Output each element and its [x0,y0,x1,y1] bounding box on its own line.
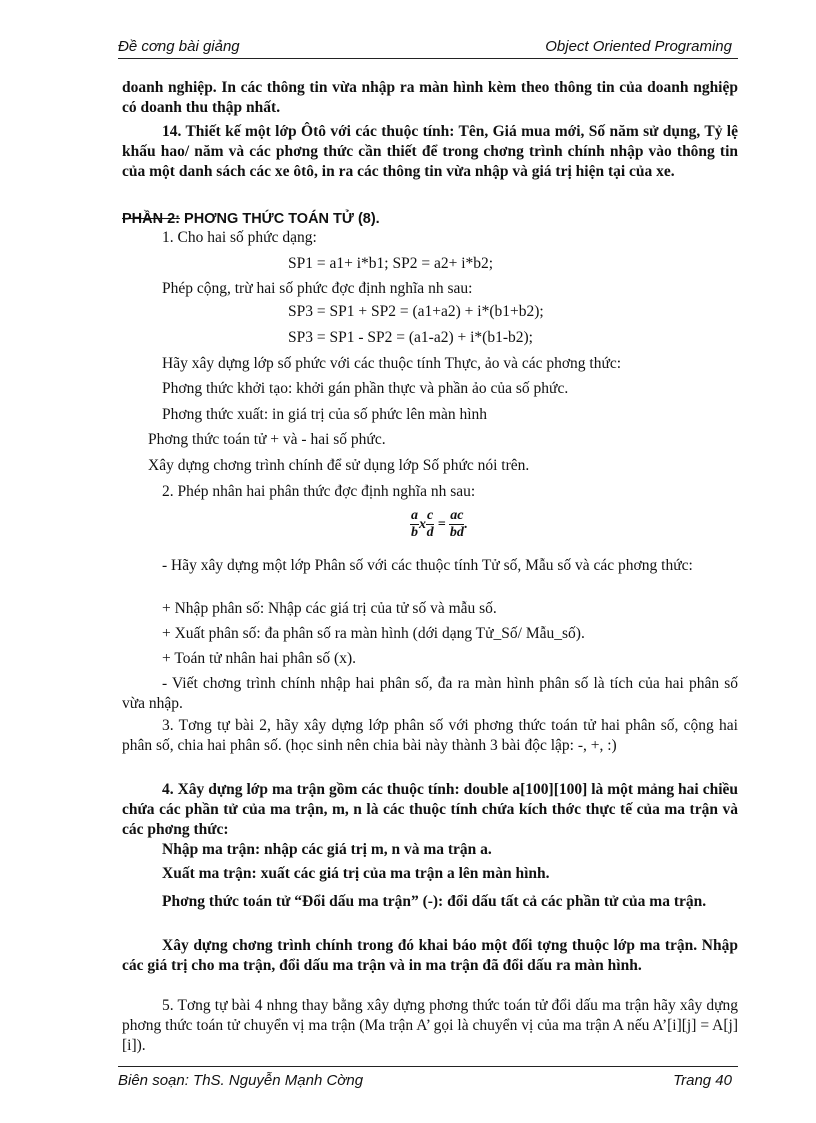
line-l14: + Toán tử nhân hai phân số (x). [162,650,356,667]
paragraph-p1: doanh nghiệp. In các thông tin vừa nhập ra màn hình kèm theo thông tin của doanh nghiệp có doanh thu thập nhất. [122,79,738,116]
formula-bd: bd [449,525,464,540]
line-l15: Nhập ma trận: nhập các giá trị m, n và ma trận a. [162,841,492,858]
formula-d: d [426,525,434,540]
paragraph-p6: 4. Xây dựng lớp ma trận gồm các thuộc tính: double a[100][100] là một mảng hai chiều chứa các phần tử của ma trận, m, n là các thuộc tính chứa kích thớc thực tế của ma trận và các phơng thức: [122,781,738,838]
line-l2: SP1 = a1+ i*b1; SP2 = a2+ i*b2; [288,255,494,272]
formula-dot: . [464,516,468,532]
line-l12: + Nhập phân số: Nhập các giá trị của tử số và mẫu số. [162,600,497,617]
formula-eq: = [437,516,446,532]
paragraph-p5: 3. Tơng tự bài 2, hãy xây dựng lớp phân số với phơng thức toán tử hai phân số, cộng hai phân số, chia hai phân số. (học sinh nên chia bài này thành 3 bài độc lập: -, +, :) [122,717,738,754]
header-left: Đề cơng bài giảng [118,38,240,55]
line-l8: Phơng thức xuất: in giá trị của số phức lên màn hình [162,406,488,423]
fraction-formula [410,508,468,541]
section-rest: PHƠNG THỨC TOÁN TỬ (8). [180,211,380,227]
line-l7: Phơng thức khởi tạo: khởi gán phần thực và phần ảo của số phức. [162,380,569,397]
footer-right: Trang 40 [673,1072,732,1089]
formula-ac: ac [450,508,464,523]
formula-b: b [411,525,418,540]
formula-x: x [419,516,426,532]
line-l5: SP3 = SP1 - SP2 = (a1-a2) + i*(b1-b2); [288,329,533,346]
line-l4: SP3 = SP1 + SP2 = (a1+a2) + i*(b1+b2); [288,303,544,320]
line-l9: Phơng thức toán tử + và - hai số phức. [148,431,386,448]
page-header [118,36,738,59]
line-l13: + Xuất phân số: đa phân số ra màn hình (dới dạng Tử_Số/ Mẫu_số). [162,625,585,642]
section-prefix: PHẦN 2: [122,211,181,227]
line-l1: 1. Cho hai số phức dạng: [162,229,317,246]
paragraph-p7: Phơng thức toán tử “Đổi dấu ma trận” (-): đổi dấu tất cả các phần tử của ma trận. [162,893,707,910]
paragraph-p9: 5. Tơng tự bài 4 nhng thay bằng xây dựng phơng thức toán tử đổi dấu ma trận hãy xây dựng phơng thức toán tử chuyển vị ma trận (Ma trận A’ gọi là chuyển vị của ma trận A nếu A’[i][j] = A[j][i]). [122,997,738,1054]
line-l3: Phép cộng, trừ hai số phức đợc định nghĩa nh sau: [162,280,473,297]
paragraph-p8: Xây dựng chơng trình chính trong đó khai báo một đối tợng thuộc lớp ma trận. Nhập các giá trị cho ma trận, đổi dấu ma trận và in ma trận đã đổi dấu ra màn hình. [122,937,738,974]
paragraph-p2: 14. Thiết kế một lớp Ôtô với các thuộc tính: Tên, Giá mua mới, Số năm sử dụng, Tỷ lệ khấu hao/ năm và các phơng thức cần thiết để trong chơng trình chính nhập vào thông tin của một danh sách các xe ôtô, in ra các thông tin vừa nhập và giá trị hiện tại của xe. [122,123,738,180]
line-l11: 2. Phép nhân hai phân thức đợc định nghĩa nh sau: [162,483,476,500]
line-l16: Xuất ma trận: xuất các giá trị của ma trận a lên màn hình. [162,865,550,882]
header-right: Object Oriented Programing [545,38,732,55]
section-title [122,211,380,227]
page-footer [118,1066,738,1089]
paragraph-p4: - Viết chơng trình chính nhập hai phân số, đa ra màn hình phân số là tích của hai phân số vừa nhập. [122,675,738,712]
line-l10: Xây dựng chơng trình chính để sử dụng lớp Số phức nói trên. [148,457,530,474]
footer-left: Biên soạn: ThS. Nguyễn Mạnh Cờng [118,1072,364,1089]
line-l6: Hãy xây dựng lớp số phức với các thuộc tính Thực, ảo và các phơng thức: [162,355,622,372]
formula-a: a [411,508,418,523]
formula-c: c [427,508,434,523]
paragraph-p3: - Hãy xây dựng một lớp Phân số với các thuộc tính Tử số, Mẫu số và các phơng thức: [162,557,693,574]
